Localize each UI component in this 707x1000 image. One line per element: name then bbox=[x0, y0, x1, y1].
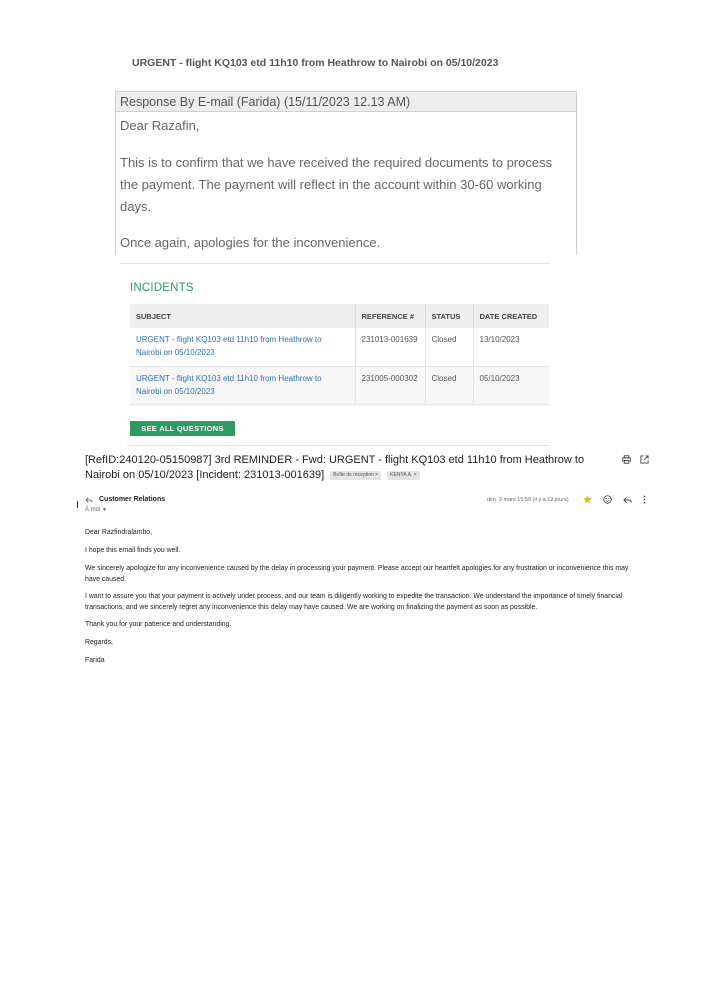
incident-date: 13/10/2023 bbox=[473, 328, 549, 366]
recipient-label: À moi bbox=[85, 507, 101, 513]
table-row bbox=[130, 366, 549, 404]
divider bbox=[127, 445, 550, 446]
sender-name[interactable]: Customer Relations bbox=[99, 496, 166, 503]
email-salutation: Dear Razfindralambo, bbox=[85, 529, 153, 536]
emoji-icon[interactable] bbox=[603, 495, 612, 504]
star-icon[interactable] bbox=[583, 495, 592, 504]
incident-status: Closed bbox=[425, 366, 473, 404]
incident-date: 05/10/2023 bbox=[473, 366, 549, 404]
recipient-dropdown[interactable] bbox=[85, 507, 107, 513]
incident-status: Closed bbox=[425, 328, 473, 366]
sender-row bbox=[85, 496, 165, 503]
response-header: Response By E-mail (Farida) (15/11/2023 12.13 AM) bbox=[116, 91, 576, 112]
kenya-label-chip[interactable]: KENYA A. × bbox=[387, 471, 419, 480]
email-paragraph: Thank you for your patience and understanding. bbox=[85, 621, 232, 628]
incidents-heading: INCIDENTS bbox=[130, 282, 194, 294]
open-in-new-icon[interactable] bbox=[640, 455, 649, 464]
inbox-label-chip[interactable]: Boîte de réception × bbox=[330, 471, 381, 480]
email-paragraph: We sincerely apologize for any inconvenience caused by the delay in processing your payment. Please accept our heartfelt apologies for any frustration or inconvenience this may have caused. bbox=[85, 565, 629, 583]
incident-subject-link[interactable]: URGENT - flight KQ103 etd 11h10 from Heathrow to Nairobi on 05/10/2023 bbox=[130, 366, 355, 404]
message-actions bbox=[487, 495, 646, 504]
divider bbox=[120, 263, 550, 264]
column-header-date[interactable]: DATE CREATED bbox=[473, 304, 549, 328]
incident-reference: 231013-001639 bbox=[355, 328, 425, 366]
chevron-down-icon: ▼ bbox=[102, 507, 107, 513]
email-paragraph: I hope this email finds you well. bbox=[85, 547, 181, 554]
email-signature: Farida bbox=[85, 657, 105, 664]
more-vert-icon[interactable] bbox=[643, 495, 646, 504]
message-date: dim. 3 mars 15:59 (il y a 12 jours) bbox=[487, 496, 569, 503]
incidents-table bbox=[130, 304, 549, 405]
email-toolbar bbox=[622, 455, 649, 464]
column-header-subject[interactable]: SUBJECT bbox=[130, 304, 355, 328]
response-greeting: Dear Razafin, bbox=[120, 118, 200, 133]
email-subject bbox=[85, 453, 610, 483]
reply-icon[interactable] bbox=[623, 496, 632, 504]
see-all-questions-button[interactable]: SEE ALL QUESTIONS bbox=[130, 421, 235, 436]
column-header-status[interactable]: STATUS bbox=[425, 304, 473, 328]
email-body bbox=[85, 527, 645, 672]
email-paragraph: I want to assure you that your payment is actively under process, and our team is diligently working to expedite the transaction. We understand the importance of timely financial transactions, and we sincerely regret any inconvenience this delay may have caused. We are working on finalizing the payment as soon as possible. bbox=[85, 593, 623, 611]
incident-subject-link[interactable]: URGENT - flight KQ103 etd 11h10 from Heathrow to Nairobi on 05/10/2023 bbox=[130, 328, 355, 366]
column-header-reference[interactable]: REFERENCE # bbox=[355, 304, 425, 328]
print-icon[interactable] bbox=[622, 455, 631, 464]
email-subject-text: [RefID:240120-05150987] 3rd REMINDER - Fwd: URGENT - flight KQ103 etd 11h10 from Heathrow to Nairobi on 05/10/2023 [Incident: 231013-001639] bbox=[85, 454, 585, 481]
response-body bbox=[116, 112, 576, 254]
divider bbox=[77, 501, 78, 508]
table-row bbox=[130, 328, 549, 366]
table-header-row bbox=[130, 304, 549, 328]
incident-reference: 231005-000302 bbox=[355, 366, 425, 404]
response-paragraph: Once again, apologies for the inconvenience. bbox=[120, 235, 381, 250]
incident-title: URGENT - flight KQ103 etd 11h10 from Heathrow to Nairobi on 05/10/2023 bbox=[132, 57, 499, 69]
response-paragraph: This is to confirm that we have received the required documents to process the payment. The payment will reflect in the account within 30-60 working days. bbox=[120, 155, 553, 214]
email-closing: Regards, bbox=[85, 639, 113, 646]
reply-icon[interactable] bbox=[85, 497, 93, 503]
response-panel bbox=[115, 91, 577, 255]
